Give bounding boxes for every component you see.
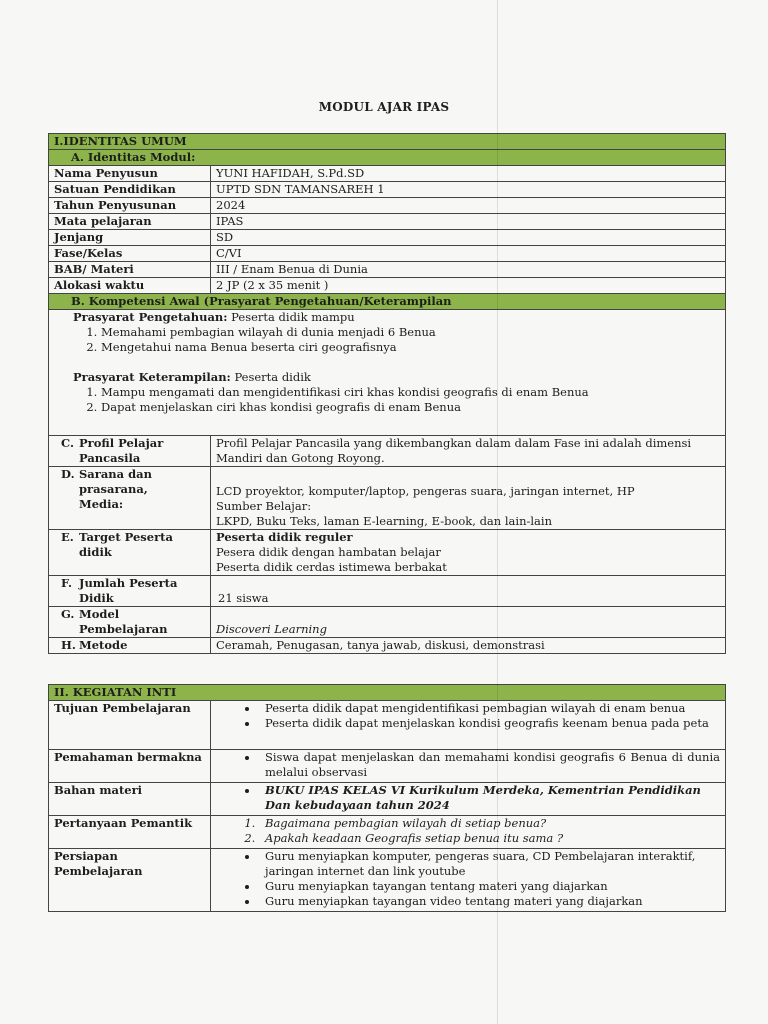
profil-pelajar-value: Profil Pelajar Pancasila yang dikembangkan dalam dalam Fase ini adalah dimensi Mandiri dan Gotong Royong. (211, 436, 726, 467)
row-value: 2024 (211, 198, 726, 214)
profil-pelajar-row (49, 436, 726, 467)
subsection-b-row (49, 294, 726, 310)
persiapan-row (49, 849, 726, 912)
list-item: 2. Dapat menjelaskan ciri khas kondisi geografis di enam Benua (101, 400, 720, 415)
list-item: 1. Mampu mengamati dan mengidentifikasi ciri khas kondisi geografis di enam Benua (101, 385, 720, 400)
list-item: • Guru menyiapkan komputer, pengeras suara, CD Pembelajaran interaktif, jaringan internet dan link youtube (259, 849, 720, 879)
item-letter: C. (61, 436, 74, 450)
target-reguler: Peserta didik reguler (216, 530, 353, 544)
sarana-label: Sarana dan prasarana, Media: (79, 467, 152, 511)
section-header: II. KEGIATAN INTI (49, 685, 726, 701)
metode-value: Ceramah, Penugasan, tanya jawab, diskusi, demonstrasi (211, 638, 726, 654)
row-label: Mata pelajaran (49, 214, 211, 230)
row-value: 2 JP (2 x 35 menit ) (211, 278, 726, 294)
pemahaman-row (49, 750, 726, 783)
list-item: • Peserta didik dapat mengidentifikasi pembagian wilayah di enam benua (259, 701, 720, 716)
section-header: I.IDENTITAS UMUM (49, 134, 726, 150)
prasyarat-pengetahuan-text: Peserta didik mampu (227, 310, 355, 324)
table-row (49, 166, 726, 182)
item-letter: G. (61, 607, 75, 621)
table-row (49, 214, 726, 230)
item-letter: D. (61, 467, 75, 481)
target-hambatan: Pesera didik dengan hambatan belajar (216, 545, 441, 559)
bahan-list (216, 783, 720, 813)
list-item: • Peserta didik dapat menjelaskan kondisi geografis keenam benua pada peta (259, 716, 720, 731)
list-item: 1. Bagaimana pembagian wilayah di setiap benua? (259, 816, 720, 831)
target-cerdas: Peserta didik cerdas istimewa berbakat (216, 560, 447, 574)
section-header-row (49, 134, 726, 150)
table-row (49, 182, 726, 198)
kegiatan-inti-table (48, 684, 726, 912)
subsection-b-header: B. Kompetensi Awal (Prasyarat Pengetahuan/Keterampilan (49, 294, 726, 310)
row-label: Alokasi waktu (49, 278, 211, 294)
table-row (49, 278, 726, 294)
bahan-label: Bahan materi (49, 783, 211, 816)
target-peserta-label: Target Peserta didik (79, 530, 173, 559)
pertanyaan-row (49, 816, 726, 849)
tujuan-value-cell (211, 701, 726, 750)
prasyarat-pengetahuan (73, 310, 720, 325)
identitas-umum-table (48, 133, 726, 654)
pemahaman-list (216, 750, 720, 780)
target-peserta-label-cell (49, 530, 211, 576)
kompetensi-awal-cell (49, 310, 726, 436)
row-value: III / Enam Benua di Dunia (211, 262, 726, 278)
prasyarat-keterampilan-text: Peserta didik (230, 370, 311, 384)
row-value: IPAS (211, 214, 726, 230)
row-label: Fase/Kelas (49, 246, 211, 262)
persiapan-value-cell (211, 849, 726, 912)
model-pembelajaran-label: Model Pembelajaran (79, 607, 168, 636)
pemahaman-label: Pemahaman bermakna (49, 750, 211, 783)
jumlah-peserta-value: 21 siswa (218, 591, 269, 605)
row-label: Nama Penyusun (49, 166, 211, 182)
pertanyaan-list (214, 816, 720, 846)
subsection-a-header: A. Identitas Modul: (49, 150, 726, 166)
section-header-row (49, 685, 726, 701)
sumber-belajar-label: Sumber Belajar: (216, 499, 312, 513)
row-label: Satuan Pendidikan (49, 182, 211, 198)
item-letter: F. (61, 576, 73, 590)
persiapan-list (216, 849, 720, 909)
table-row (49, 230, 726, 246)
row-label: BAB/ Materi (49, 262, 211, 278)
pengetahuan-list (49, 325, 720, 355)
prasyarat-keterampilan (73, 370, 720, 385)
list-item: • Guru menyiapkan tayangan video tentang materi yang diajarkan (259, 894, 720, 909)
profil-pelajar-label: Profil Pelajar Pancasila (79, 436, 164, 465)
jumlah-peserta-label: Jumlah Peserta Didik (79, 576, 178, 605)
pertanyaan-value-cell (211, 816, 726, 849)
table-row (49, 262, 726, 278)
sarana-media: LCD proyektor, komputer/laptop, pengeras suara, jaringan internet, HP (216, 484, 635, 498)
list-item: 2. Mengetahui nama Benua beserta ciri geografisnya (101, 340, 720, 355)
persiapan-label: Persiapan Pembelajaran (49, 849, 211, 912)
tujuan-list (216, 701, 720, 731)
prasyarat-pengetahuan-label: Prasyarat Pengetahuan: (73, 310, 228, 324)
jumlah-peserta-value-cell (211, 576, 726, 607)
pertanyaan-label: Pertanyaan Pemantik (49, 816, 211, 849)
model-pembelajaran-value: Discoveri Learning (211, 607, 726, 638)
row-value: SD (211, 230, 726, 246)
bahan-row (49, 783, 726, 816)
row-label: Jenjang (49, 230, 211, 246)
sumber-belajar-value: LKPD, Buku Teks, laman E-learning, E-book, dan lain-lain (216, 514, 552, 528)
item-letter: E. (61, 530, 74, 544)
profil-pelajar-label-cell (49, 436, 211, 467)
row-value: YUNI HAFIDAH, S.Pd.SD (211, 166, 726, 182)
sarana-label-cell (49, 467, 211, 530)
metode-label: Metode (79, 638, 128, 652)
target-peserta-value-cell (211, 530, 726, 576)
sarana-value-cell (211, 467, 726, 530)
table-row (49, 246, 726, 262)
jumlah-peserta-label-cell (49, 576, 211, 607)
table-row (49, 198, 726, 214)
list-item: • BUKU IPAS KELAS VI Kurikulum Merdeka, Kementrian Pendidikan Dan kebudayaan tahun 2024 (259, 783, 720, 813)
sarana-row (49, 467, 726, 530)
row-label: Tahun Penyusunan (49, 198, 211, 214)
page-fold-line (497, 0, 498, 1024)
item-letter: H. (61, 638, 76, 652)
jumlah-peserta-row (49, 576, 726, 607)
pemahaman-value-cell (211, 750, 726, 783)
metode-row (49, 638, 726, 654)
kompetensi-awal-row (49, 310, 726, 436)
prasyarat-keterampilan-label: Prasyarat Keterampilan: (73, 370, 231, 384)
row-value: UPTD SDN TAMANSAREH 1 (211, 182, 726, 198)
keterampilan-list (49, 385, 720, 415)
model-pembelajaran-row (49, 607, 726, 638)
list-item: 2. Apakah keadaan Geografis setiap benua itu sama ? (259, 831, 720, 846)
list-item: • Siswa dapat menjelaskan dan memahami kondisi geografis 6 Benua di dunia melalui observasi (259, 750, 720, 780)
model-pembelajaran-label-cell (49, 607, 211, 638)
list-item: 1. Memahami pembagian wilayah di dunia menjadi 6 Benua (101, 325, 720, 340)
bahan-value-cell (211, 783, 726, 816)
metode-label-cell (49, 638, 211, 654)
row-value: C/VI (211, 246, 726, 262)
list-item: • Guru menyiapkan tayangan tentang materi yang diajarkan (259, 879, 720, 894)
subsection-a-row (49, 150, 726, 166)
target-peserta-row (49, 530, 726, 576)
document-title: MODUL AJAR IPAS (318, 100, 450, 114)
tujuan-label: Tujuan Pembelajaran (49, 701, 211, 750)
tujuan-row (49, 701, 726, 750)
